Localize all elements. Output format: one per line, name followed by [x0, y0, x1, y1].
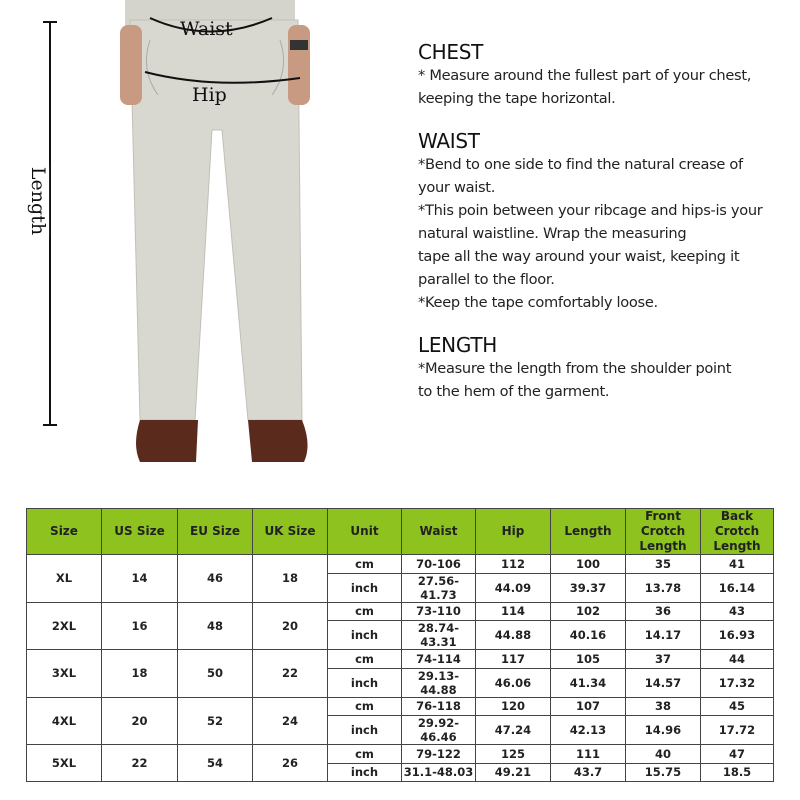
guide-line: *Bend to one side to find the natural crease of: [418, 156, 743, 173]
cell: 107: [551, 697, 626, 716]
cell-eu: 54: [178, 745, 253, 782]
cell-size: 5XL: [27, 745, 102, 782]
cell: 43.7: [551, 763, 626, 782]
cell-eu: 52: [178, 697, 253, 745]
cell: 14.17: [626, 621, 701, 650]
cell-eu: 46: [178, 555, 253, 603]
cell: 112: [476, 555, 551, 574]
cell-size: 4XL: [27, 697, 102, 745]
cell: 45: [701, 697, 774, 716]
cell: 16.93: [701, 621, 774, 650]
cell-eu: 50: [178, 650, 253, 698]
cell: cm: [328, 602, 402, 621]
cell: 29.92-46.46: [402, 716, 476, 745]
cell: 41: [701, 555, 774, 574]
cell-us: 22: [102, 745, 178, 782]
cell-uk: 22: [253, 650, 328, 698]
table-row: [27, 602, 774, 621]
guide-line: tape all the way around your waist, keeping it: [418, 248, 740, 265]
cell: 47.24: [476, 716, 551, 745]
table-row: [27, 745, 774, 764]
cell: 117: [476, 650, 551, 669]
measuring-guide: [418, 40, 798, 422]
cell: 15.75: [626, 763, 701, 782]
cell: 14.57: [626, 668, 701, 697]
guide-title: LENGTH: [418, 333, 497, 357]
cell-size: 3XL: [27, 650, 102, 698]
cell-us: 16: [102, 602, 178, 650]
cell: 74-114: [402, 650, 476, 669]
cell-uk: 18: [253, 555, 328, 603]
cell: inch: [328, 668, 402, 697]
cell: 14.96: [626, 716, 701, 745]
cell: 44.88: [476, 621, 551, 650]
cell: cm: [328, 697, 402, 716]
cell-uk: 26: [253, 745, 328, 782]
guide-line: parallel to the floor.: [418, 271, 555, 288]
cell: 38: [626, 697, 701, 716]
cell-uk: 20: [253, 602, 328, 650]
cell-us: 14: [102, 555, 178, 603]
cell-eu: 48: [178, 602, 253, 650]
column-header: Hip: [476, 509, 551, 555]
waist-label: Waist: [180, 18, 233, 40]
cell-us: 18: [102, 650, 178, 698]
cell: 105: [551, 650, 626, 669]
cell: 100: [551, 555, 626, 574]
guide-line: to the hem of the garment.: [418, 383, 610, 400]
hip-label: Hip: [192, 84, 227, 106]
cell-uk: 24: [253, 697, 328, 745]
column-header: Waist: [402, 509, 476, 555]
cell: 73-110: [402, 602, 476, 621]
column-header: EU Size: [178, 509, 253, 555]
cell: 79-122: [402, 745, 476, 764]
guide-line: keeping the tape horizontal.: [418, 90, 616, 107]
cell: 43: [701, 602, 774, 621]
cell: cm: [328, 555, 402, 574]
length-label: Length: [27, 166, 50, 236]
guide-title: CHEST: [418, 40, 484, 64]
column-header: US Size: [102, 509, 178, 555]
column-header: UK Size: [253, 509, 328, 555]
guide-line: *Measure the length from the shoulder point: [418, 360, 732, 377]
column-header: Size: [27, 509, 102, 555]
cell: 16.14: [701, 573, 774, 602]
cell-size: XL: [27, 555, 102, 603]
cell: 42.13: [551, 716, 626, 745]
cell: 111: [551, 745, 626, 764]
guide-section-length: [418, 333, 798, 403]
cell: inch: [328, 621, 402, 650]
cell: cm: [328, 745, 402, 764]
cell: 125: [476, 745, 551, 764]
guide-title: WAIST: [418, 129, 480, 153]
cell: 44.09: [476, 573, 551, 602]
cell: 37: [626, 650, 701, 669]
cell: 114: [476, 602, 551, 621]
guide-line: natural waistline. Wrap the measuring: [418, 225, 687, 242]
cell: 13.78: [626, 573, 701, 602]
cell: 17.32: [701, 668, 774, 697]
cell: 49.21: [476, 763, 551, 782]
cell: inch: [328, 573, 402, 602]
cell: 76-118: [402, 697, 476, 716]
cell: 40.16: [551, 621, 626, 650]
cell-size: 2XL: [27, 602, 102, 650]
cell: inch: [328, 763, 402, 782]
table-row: [27, 697, 774, 716]
column-header: Back Crotch Length: [701, 509, 774, 555]
guide-line: *This poin between your ribcage and hips-is your: [418, 202, 763, 219]
guide-line: * Measure around the fullest part of your chest,: [418, 67, 752, 84]
table-row: [27, 555, 774, 574]
cell: 35: [626, 555, 701, 574]
guide-section-chest: [418, 40, 798, 110]
cell: 41.34: [551, 668, 626, 697]
cell: 27.56-41.73: [402, 573, 476, 602]
cell: inch: [328, 716, 402, 745]
cell: 31.1-48.03: [402, 763, 476, 782]
cell: 28.74-43.31: [402, 621, 476, 650]
guide-section-waist: [418, 129, 798, 314]
cell: 102: [551, 602, 626, 621]
cell: 39.37: [551, 573, 626, 602]
table-row: [27, 650, 774, 669]
cell: 46.06: [476, 668, 551, 697]
cell: 120: [476, 697, 551, 716]
column-header: Front Crotch Length: [626, 509, 701, 555]
size-table: [26, 508, 774, 782]
cell: cm: [328, 650, 402, 669]
cell: 70-106: [402, 555, 476, 574]
cell: 17.72: [701, 716, 774, 745]
column-header: Length: [551, 509, 626, 555]
cell: 36: [626, 602, 701, 621]
cell: 47: [701, 745, 774, 764]
cell: 40: [626, 745, 701, 764]
cell: 18.5: [701, 763, 774, 782]
cell: 29.13-44.88: [402, 668, 476, 697]
pants-photo: [0, 0, 400, 480]
guide-line: *Keep the tape comfortably loose.: [418, 294, 658, 311]
cell-us: 20: [102, 697, 178, 745]
column-header: Unit: [328, 509, 402, 555]
guide-line: your waist.: [418, 179, 496, 196]
cell: 44: [701, 650, 774, 669]
